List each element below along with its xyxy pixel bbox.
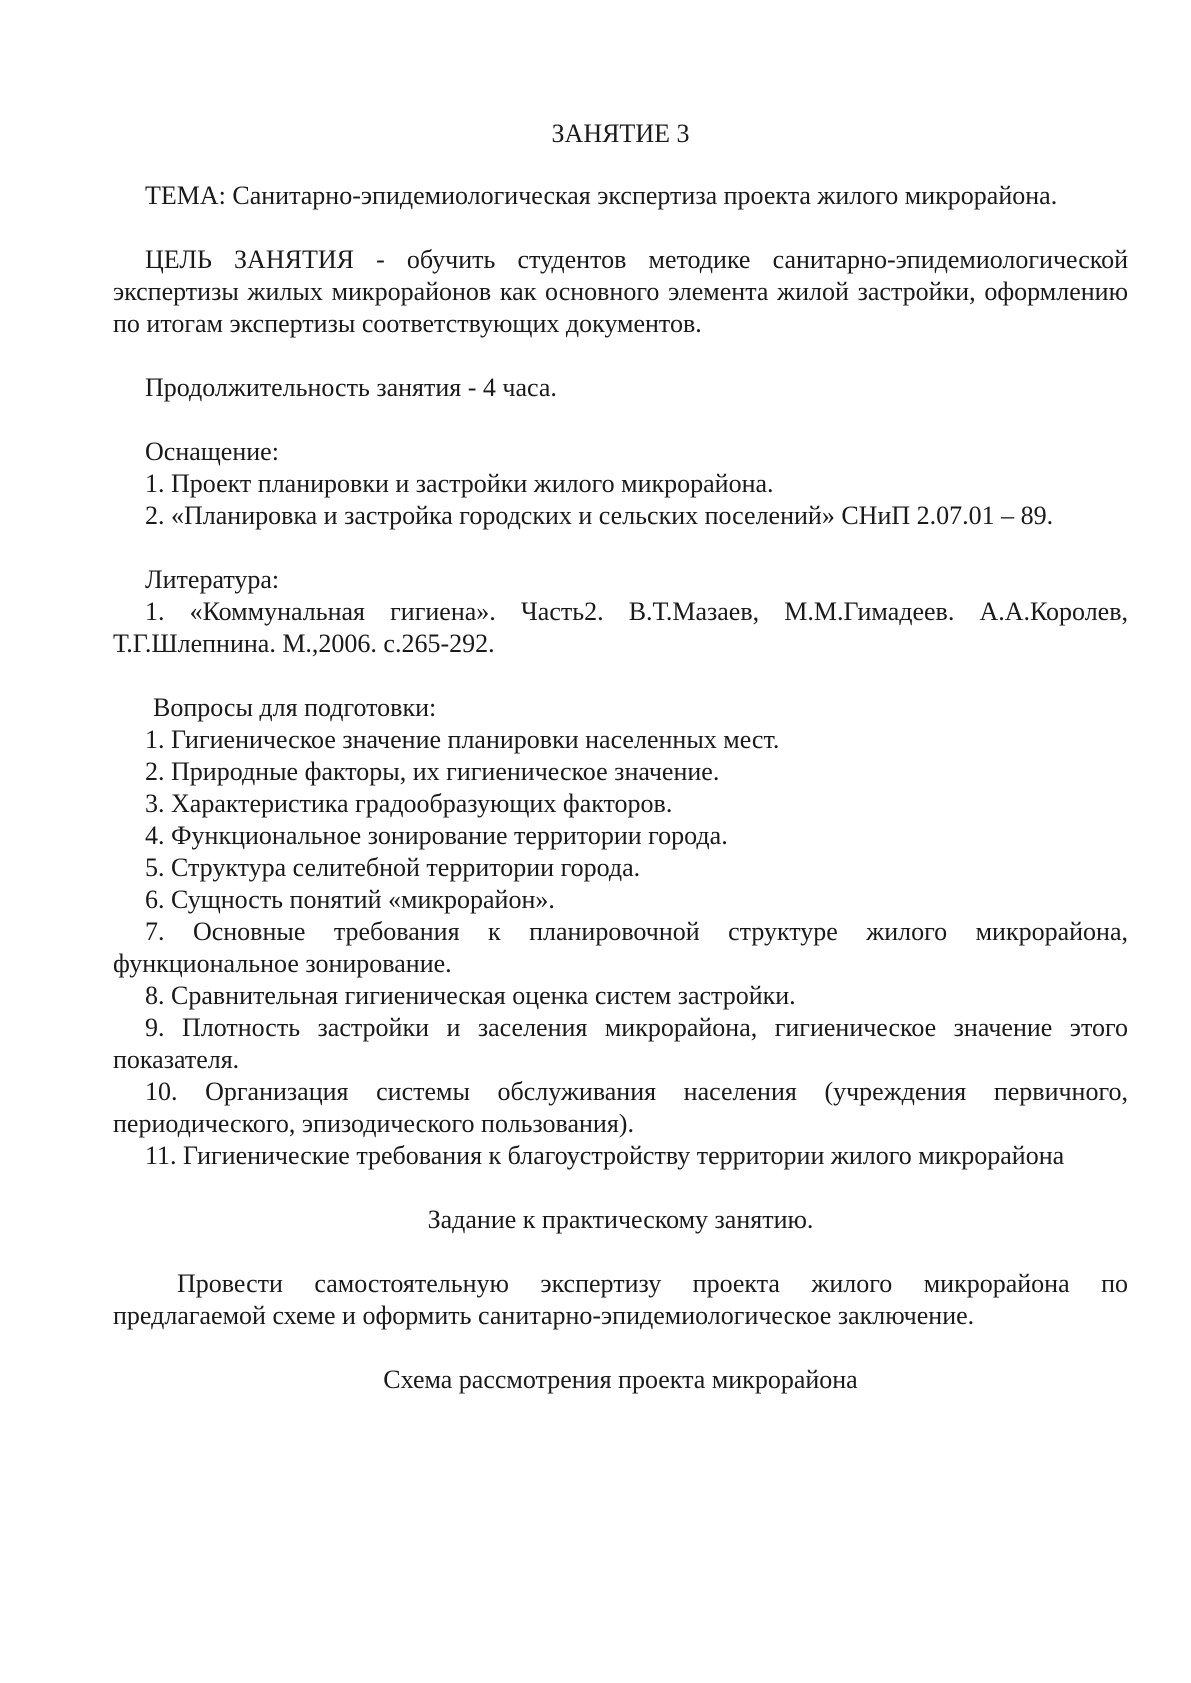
- goal-paragraph: ЦЕЛЬ ЗАНЯТИЯ - обучить студентов методике санитарно-эпидемиологической экспертизы жилых микрорайонов как основного элемента жилой застройки, оформлению по итогам экспертизы соответствующих документов.: [113, 245, 1128, 338]
- question-item: 8. Сравнительная гигиеническая оценка систем застройки.: [145, 981, 796, 1010]
- question-item: 2. Природные факторы, их гигиеническое значение.: [145, 757, 720, 786]
- lesson-title: ЗАНЯТИЕ 3: [551, 119, 690, 148]
- question-item: 10. Организация системы обслуживания населения (учреждения первичного, периодического, эпизодического пользования).: [113, 1077, 1128, 1138]
- question-item: 3. Характеристика градообразующих факторов.: [145, 789, 673, 818]
- question-item: 6. Сущность понятий «микрорайон».: [145, 885, 555, 914]
- equipment-item: 2. «Планировка и застройка городских и сельских поселений» СНиП 2.07.01 – 89.: [145, 501, 1054, 530]
- questions-section: [113, 692, 1128, 1172]
- question-item: 1. Гигиеническое значение планировки населенных мест.: [145, 725, 780, 754]
- question-item: 7. Основные требования к планировочной структуре жилого микрорайона, функциональное зонирование.: [113, 917, 1128, 978]
- question-item: 9. Плотность застройки и заселения микрорайона, гигиеническое значение этого показателя.: [113, 1013, 1128, 1074]
- literature-section: [113, 564, 1128, 660]
- scheme-heading: Схема рассмотрения проекта микрорайона: [383, 1365, 858, 1394]
- topic-paragraph: ТЕМА: Санитарно-эпидемиологическая экспертиза проекта жилого микрорайона.: [145, 181, 1058, 210]
- literature-item: 1. «Коммунальная гигиена». Часть2. В.Т.Мазаев, М.М.Гимадеев. А.А.Королев, Т.Г.Шлепнина. М.,2006. с.265-292.: [113, 597, 1128, 658]
- assignment-paragraph: Провести самостоятельную экспертизу проекта жилого микрорайона по предлагаемой схеме и оформить санитарно-эпидемиологическое заключение.: [113, 1269, 1128, 1330]
- assignment-heading: Задание к практическому занятию.: [427, 1205, 814, 1234]
- questions-heading: Вопросы для подготовки:: [153, 693, 437, 722]
- equipment-item: 1. Проект планировки и застройки жилого микрорайона.: [145, 469, 774, 498]
- question-item: 4. Функциональное зонирование территории города.: [145, 821, 728, 850]
- equipment-section: [113, 436, 1128, 532]
- literature-heading: Литература:: [145, 565, 280, 594]
- equipment-heading: Оснащение:: [145, 437, 279, 466]
- document-page: [113, 118, 1128, 1396]
- question-item: 11. Гигиенические требования к благоустройству территории жилого микрорайона: [145, 1141, 1065, 1170]
- duration-paragraph: Продолжительность занятия - 4 часа.: [145, 373, 557, 402]
- question-item: 5. Структура селитебной территории города.: [145, 853, 641, 882]
